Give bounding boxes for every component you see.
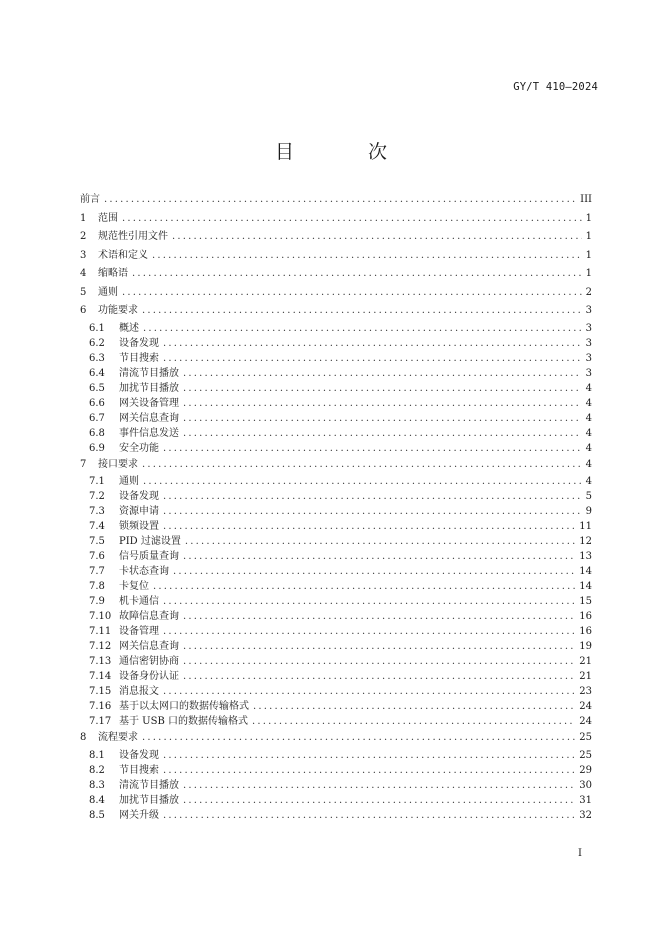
- toc-entry-label: 规范性引用文件: [98, 231, 168, 242]
- toc-entry-number: 6.2: [89, 337, 105, 349]
- toc-entry-number: 6.5: [89, 382, 105, 394]
- toc-leader-dots: [183, 381, 582, 396]
- toc-entry-number: 7: [80, 458, 87, 470]
- toc-entry-label: 功能要求: [98, 305, 138, 316]
- toc-entry-number: 8.1: [89, 749, 105, 761]
- toc-entry-number: 8: [80, 732, 87, 743]
- toc-entry-number: 7.13: [89, 656, 112, 667]
- toc-entry-label: 安全功能: [119, 442, 159, 454]
- toc-entry-number: 3: [80, 249, 87, 261]
- toc-entry-page: 1: [585, 268, 592, 279]
- toc-leader-dots: [163, 489, 582, 504]
- toc-entry-number: 6.1: [89, 322, 105, 334]
- toc-entry-number: 8.4: [89, 794, 105, 806]
- toc-entry[interactable]: [80, 396, 592, 411]
- toc-leader-dots: [183, 549, 575, 564]
- toc-leader-dots: [183, 778, 575, 793]
- toc-entry-number: 2: [80, 231, 87, 242]
- toc-entry-page: 16: [579, 611, 592, 622]
- toc-entry-label: 机卡通信: [119, 596, 159, 607]
- table-of-contents: [80, 191, 592, 823]
- toc-entry-number: 8.3: [89, 779, 105, 791]
- toc-entry-label: 清流节目播放: [119, 367, 179, 379]
- toc-entry-label: 卡复位: [119, 581, 149, 592]
- toc-entry-label: 网关升级: [119, 809, 159, 821]
- toc-entry[interactable]: [80, 669, 592, 684]
- toc-entry-number: 7.17: [89, 716, 112, 727]
- toc-leader-dots: [163, 441, 582, 456]
- toc-entry-page: 24: [579, 701, 592, 712]
- toc-leader-dots: [183, 411, 582, 426]
- toc-entry-number: 7.7: [89, 566, 105, 577]
- toc-entry-page: 13: [579, 551, 592, 562]
- toc-entry-label: 资源申请: [119, 506, 159, 517]
- toc-entry[interactable]: [80, 609, 592, 624]
- toc-entry-label: 消息报文: [119, 686, 159, 697]
- toc-entry[interactable]: [80, 778, 592, 793]
- toc-entry[interactable]: [80, 684, 592, 699]
- toc-entry-label: 前言: [80, 194, 100, 205]
- toc-entry[interactable]: [80, 426, 592, 441]
- toc-entry-page: 3: [585, 322, 592, 334]
- toc-entry-page: 14: [579, 581, 592, 592]
- toc-entry[interactable]: [80, 191, 592, 210]
- toc-entry[interactable]: [80, 456, 592, 475]
- toc-entry-number: 7.9: [89, 596, 105, 607]
- toc-entry[interactable]: [80, 284, 592, 303]
- toc-entry[interactable]: [80, 336, 592, 351]
- toc-entry[interactable]: [80, 729, 592, 748]
- toc-entry-number: 7.10: [89, 611, 112, 622]
- toc-entry-page: 3: [585, 337, 592, 349]
- toc-entry-number: 6.9: [89, 442, 105, 454]
- toc-entry-label: 节目搜索: [119, 352, 159, 364]
- toc-entry-label: 信号质量查询: [119, 551, 179, 562]
- toc-entry-page: 16: [579, 626, 592, 637]
- toc-entry-number: 5: [80, 286, 87, 298]
- toc-entry-number: 7.4: [89, 521, 105, 532]
- toc-entry[interactable]: [80, 441, 592, 456]
- toc-entry-page: 4: [585, 412, 592, 424]
- toc-entry-label: 事件信息发送: [119, 427, 179, 439]
- toc-entry-label: 概述: [119, 322, 139, 334]
- toc-entry-page: 4: [585, 476, 592, 487]
- toc-entry-label: 缩略语: [98, 268, 128, 279]
- toc-entry-page: 15: [579, 596, 592, 607]
- page-number: I: [578, 848, 582, 859]
- toc-entry[interactable]: [80, 366, 592, 381]
- toc-entry-page: 3: [585, 305, 592, 316]
- toc-leader-dots: [183, 654, 575, 669]
- toc-leader-dots: [143, 474, 582, 489]
- toc-entry-label: 范围: [98, 212, 118, 224]
- toc-entry[interactable]: [80, 639, 592, 654]
- toc-entry-label: 加扰节目播放: [119, 794, 179, 806]
- toc-entry-page: 3: [585, 352, 592, 364]
- toc-entry[interactable]: [80, 321, 592, 336]
- toc-entry-number: 6.7: [89, 412, 105, 424]
- toc-entry-label: 设备发现: [119, 491, 159, 502]
- toc-entry-number: 7.12: [89, 641, 112, 652]
- toc-entry-number: 1: [80, 212, 87, 224]
- toc-leader-dots: [143, 321, 582, 336]
- toc-leader-dots: [183, 396, 582, 411]
- toc-entry-number: 8.2: [89, 764, 105, 776]
- toc-entry-page: 4: [585, 427, 592, 439]
- toc-entry-label: 故障信息查询: [119, 611, 179, 622]
- toc-entry-number: 7.11: [89, 626, 112, 637]
- toc-entry-page: 1: [585, 231, 592, 242]
- toc-leader-dots: [104, 191, 576, 210]
- toc-leader-dots: [163, 624, 575, 639]
- toc-entry-number: 7.3: [89, 506, 105, 517]
- toc-entry[interactable]: [80, 748, 592, 763]
- toc-leader-dots: [252, 714, 575, 729]
- toc-leader-dots: [163, 808, 575, 823]
- toc-entry[interactable]: [80, 489, 592, 504]
- toc-entry[interactable]: [80, 549, 592, 564]
- toc-leader-dots: [183, 426, 582, 441]
- toc-leader-dots: [163, 763, 575, 778]
- toc-entry[interactable]: [80, 302, 592, 321]
- toc-entry-label: 设备发现: [119, 749, 159, 761]
- standard-code: GY/T 410—2024: [513, 81, 598, 93]
- toc-entry[interactable]: [80, 210, 592, 229]
- toc-leader-dots: [183, 639, 575, 654]
- toc-leader-dots: [183, 609, 575, 624]
- toc-leader-dots: [163, 351, 582, 366]
- toc-entry-label: 清流节目播放: [119, 779, 179, 791]
- toc-entry-label: 术语和定义: [98, 249, 148, 261]
- toc-entry-page: 29: [579, 764, 592, 776]
- page-title: 目 次: [274, 141, 422, 163]
- toc-entry-label: 设备身份认证: [119, 671, 179, 682]
- toc-leader-dots: [183, 793, 575, 808]
- toc-entry-page: 32: [579, 809, 592, 821]
- toc-entry[interactable]: [80, 579, 592, 594]
- toc-leader-dots: [183, 669, 575, 684]
- toc-entry-number: 8.5: [89, 809, 105, 821]
- toc-entry[interactable]: [80, 228, 592, 247]
- toc-entry-number: 7.14: [89, 671, 112, 682]
- toc-entry-number: 7.2: [89, 491, 105, 502]
- toc-entry-page: 25: [579, 732, 592, 743]
- toc-entry-label: 流程要求: [98, 732, 138, 743]
- toc-entry-page: 25: [579, 749, 592, 761]
- toc-entry-page: 24: [579, 716, 592, 727]
- toc-entry[interactable]: [80, 247, 592, 266]
- toc-entry[interactable]: [80, 474, 592, 489]
- toc-entry-label: 接口要求: [98, 458, 138, 470]
- toc-entry-page: III: [580, 194, 592, 205]
- toc-entry[interactable]: [80, 699, 592, 714]
- toc-entry-page: 23: [579, 686, 592, 697]
- toc-entry-number: 6.6: [89, 397, 105, 409]
- toc-entry[interactable]: [80, 411, 592, 426]
- toc-entry-label: 锁频设置: [119, 521, 159, 532]
- toc-entry-label: 基于以太网口的数据传输格式: [119, 701, 249, 712]
- toc-entry-page: 4: [585, 397, 592, 409]
- toc-leader-dots: [183, 366, 582, 381]
- toc-entry[interactable]: [80, 265, 592, 284]
- toc-leader-dots: [122, 210, 582, 229]
- toc-leader-dots: [153, 579, 575, 594]
- toc-entry-page: 30: [579, 779, 592, 791]
- toc-leader-dots: [185, 534, 575, 549]
- toc-entry-number: 7.1: [89, 476, 105, 487]
- toc-leader-dots: [163, 748, 575, 763]
- toc-entry-label: 网关设备管理: [119, 397, 179, 409]
- toc-leader-dots: [163, 594, 575, 609]
- toc-leader-dots: [122, 284, 582, 303]
- toc-entry-page: 31: [579, 794, 592, 806]
- toc-entry-page: 4: [585, 442, 592, 454]
- toc-entry-label: 通信密钥协商: [119, 656, 179, 667]
- toc-leader-dots: [173, 564, 575, 579]
- toc-entry[interactable]: [80, 714, 592, 729]
- toc-entry-number: 7.15: [89, 686, 112, 697]
- toc-entry-label: 设备管理: [119, 626, 159, 637]
- toc-entry-page: 3: [585, 367, 592, 379]
- toc-leader-dots: [163, 684, 575, 699]
- toc-entry-label: PID 过滤设置: [119, 536, 181, 547]
- toc-leader-dots: [163, 336, 582, 351]
- toc-entry[interactable]: [80, 594, 592, 609]
- toc-leader-dots: [163, 519, 575, 534]
- toc-entry-label: 通则: [98, 286, 118, 298]
- toc-entry-page: 12: [579, 536, 592, 547]
- toc-leader-dots: [142, 302, 582, 321]
- toc-entry-label: 卡状态查询: [119, 566, 169, 577]
- toc-entry-page: 1: [585, 212, 592, 224]
- toc-entry[interactable]: [80, 504, 592, 519]
- toc-entry[interactable]: [80, 381, 592, 396]
- toc-entry-number: 6.8: [89, 427, 105, 439]
- toc-entry-number: 6: [80, 305, 87, 316]
- toc-entry-page: 11: [579, 521, 592, 532]
- toc-entry-page: 19: [579, 641, 592, 652]
- toc-entry-page: 21: [579, 671, 592, 682]
- toc-entry[interactable]: [80, 793, 592, 808]
- toc-entry-label: 加扰节目播放: [119, 382, 179, 394]
- toc-entry-number: 7.8: [89, 581, 105, 592]
- toc-entry[interactable]: [80, 808, 592, 823]
- toc-entry-number: 7.6: [89, 551, 105, 562]
- toc-entry-label: 网关信息查询: [119, 641, 179, 652]
- toc-entry-label: 通则: [119, 476, 139, 487]
- toc-entry-label: 网关信息查询: [119, 412, 179, 424]
- toc-entry-number: 6.3: [89, 352, 105, 364]
- toc-leader-dots: [163, 504, 582, 519]
- toc-entry-page: 4: [585, 382, 592, 394]
- toc-entry-page: 14: [579, 566, 592, 577]
- toc-entry-label: 基于 USB 口的数据传输格式: [119, 716, 248, 727]
- toc-entry[interactable]: [80, 624, 592, 639]
- toc-entry[interactable]: [80, 534, 592, 549]
- toc-entry-page: 5: [585, 491, 592, 502]
- toc-entry[interactable]: [80, 351, 592, 366]
- toc-leader-dots: [152, 247, 582, 266]
- toc-entry-number: 7.5: [89, 536, 105, 547]
- toc-entry-page: 21: [579, 656, 592, 667]
- toc-entry-label: 节目搜索: [119, 764, 159, 776]
- toc-entry[interactable]: [80, 519, 592, 534]
- toc-entry-label: 设备发现: [119, 337, 159, 349]
- toc-entry[interactable]: [80, 654, 592, 669]
- toc-entry-page: 9: [585, 506, 592, 517]
- toc-entry-number: 4: [80, 268, 87, 279]
- toc-entry-page: 1: [585, 249, 592, 261]
- toc-leader-dots: [142, 456, 582, 475]
- toc-entry[interactable]: [80, 763, 592, 778]
- toc-entry-number: 6.4: [89, 367, 105, 379]
- toc-entry-page: 4: [585, 458, 592, 470]
- toc-entry-number: 7.16: [89, 701, 112, 712]
- toc-leader-dots: [132, 265, 582, 284]
- toc-leader-dots: [172, 228, 582, 247]
- toc-leader-dots: [253, 699, 575, 714]
- toc-entry[interactable]: [80, 564, 592, 579]
- toc-entry-page: 2: [585, 286, 592, 298]
- toc-leader-dots: [142, 729, 575, 748]
